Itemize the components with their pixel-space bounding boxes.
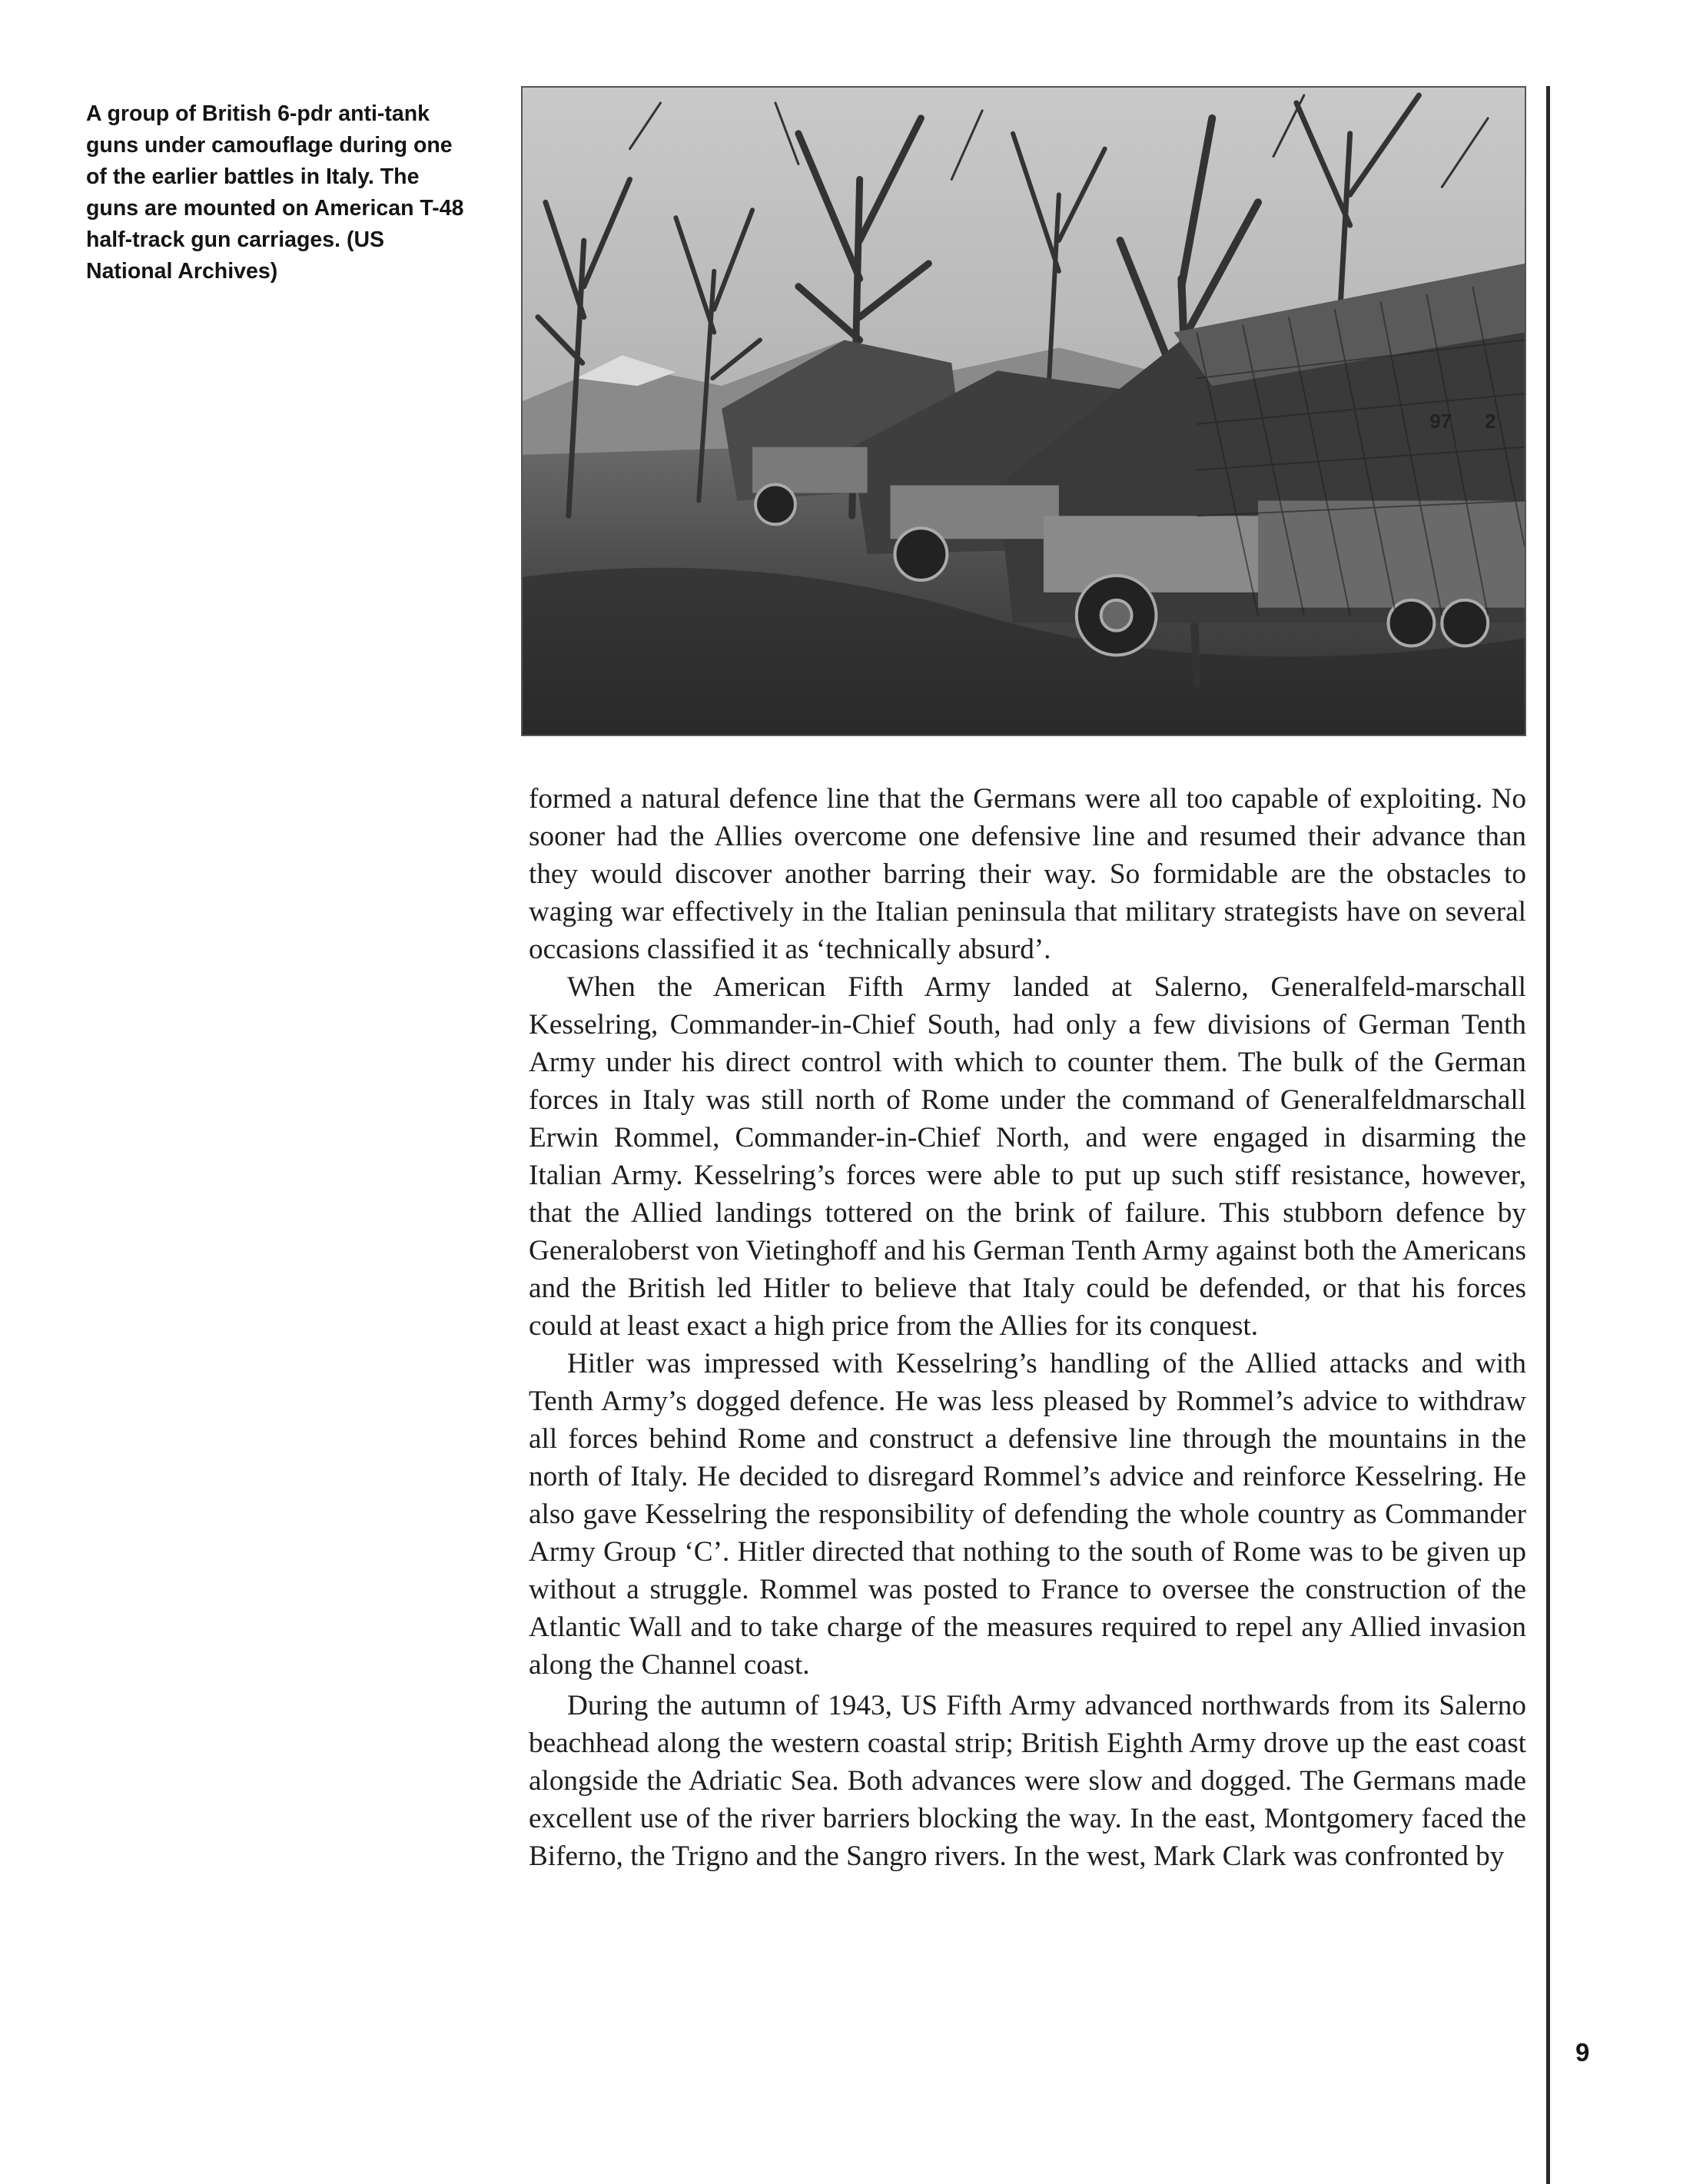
margin-rule [1546, 86, 1550, 2184]
body-text [529, 780, 1526, 1875]
paragraph: During the autumn of 1943, US Fifth Army advanced northwards from its Salerno beachhead along the western coastal strip; British Eighth Army drove up the east coast alongside the Adriatic Sea. Both advances were slow and dogged. The Germans made excellent use of the river barriers blocking the way. In the east, Montgomery faced the Biferno, the Trigno and the Sangro rivers. In the west, Mark Clark was confronted by [529, 1690, 1526, 1872]
page-number: 9 [1575, 2038, 1590, 2066]
paragraph: Hitler was impressed with Kesselring’s handling of the Allied attacks and with Tenth Army’s dogged defence. He was less pleased by Rommel’s advice to withdraw all forces behind Rome and construct a defensive line through the mountains in the north of Italy. He decided to disregard Rommel’s advice and reinforce Kesselring. He also gave Kesselring the responsibility of defending the whole country as Commander Army Group ‘C’. Hitler directed that nothing to the south of Rome was to be given up without a struggle. Rommel was posted to France to oversee the construction of the Atlantic Wall and to take charge of the measures required to repel any Allied invasion along the Channel coast. [529, 1348, 1526, 1681]
paragraph: formed a natural defence line that the Germans were all too capable of exploiting. No sooner had the Allies overcome one defensive line and resumed their advance than they would discover another barring their way. So formidable are the obstacles to waging war effectively in the Italian peninsula that military strategists have on several occasions classified it as ‘technically absurd’. [529, 783, 1526, 965]
vehicle-marking-left: 97 [1429, 410, 1452, 433]
photograph [521, 86, 1526, 736]
photo-illustration [523, 88, 1525, 735]
paragraph: When the American Fifth Army landed at Salerno, Generalfeld-marschall Kesselring, Commander-in-Chief South, had only a few divisions of German Tenth Army under his direct control with which to counter them. The bulk of the German forces in Italy was still north of Rome under the command of Generalfeldmarschall Erwin Rommel, Commander-in-Chief North, and were engaged in disarming the Italian Army. Kesselring’s forces were able to put up such stiff resistance, however, that the Allied landings tottered on the brink of failure. This stubborn defence by Generaloberst von Vietinghoff and his German Tenth Army against both the Americans and the British led Hitler to believe that Italy could be defended, or that his forces could at least exact a high price from the Allies for its conquest. [529, 971, 1526, 1342]
photo-caption: A group of British 6-pdr anti-tank guns under camouflage during one of the earlier battles in Italy. The guns are mounted on American T-48 half-track gun carriages. (US National Archives) [86, 101, 464, 284]
vehicle-marking-right: 2 [1485, 410, 1496, 433]
